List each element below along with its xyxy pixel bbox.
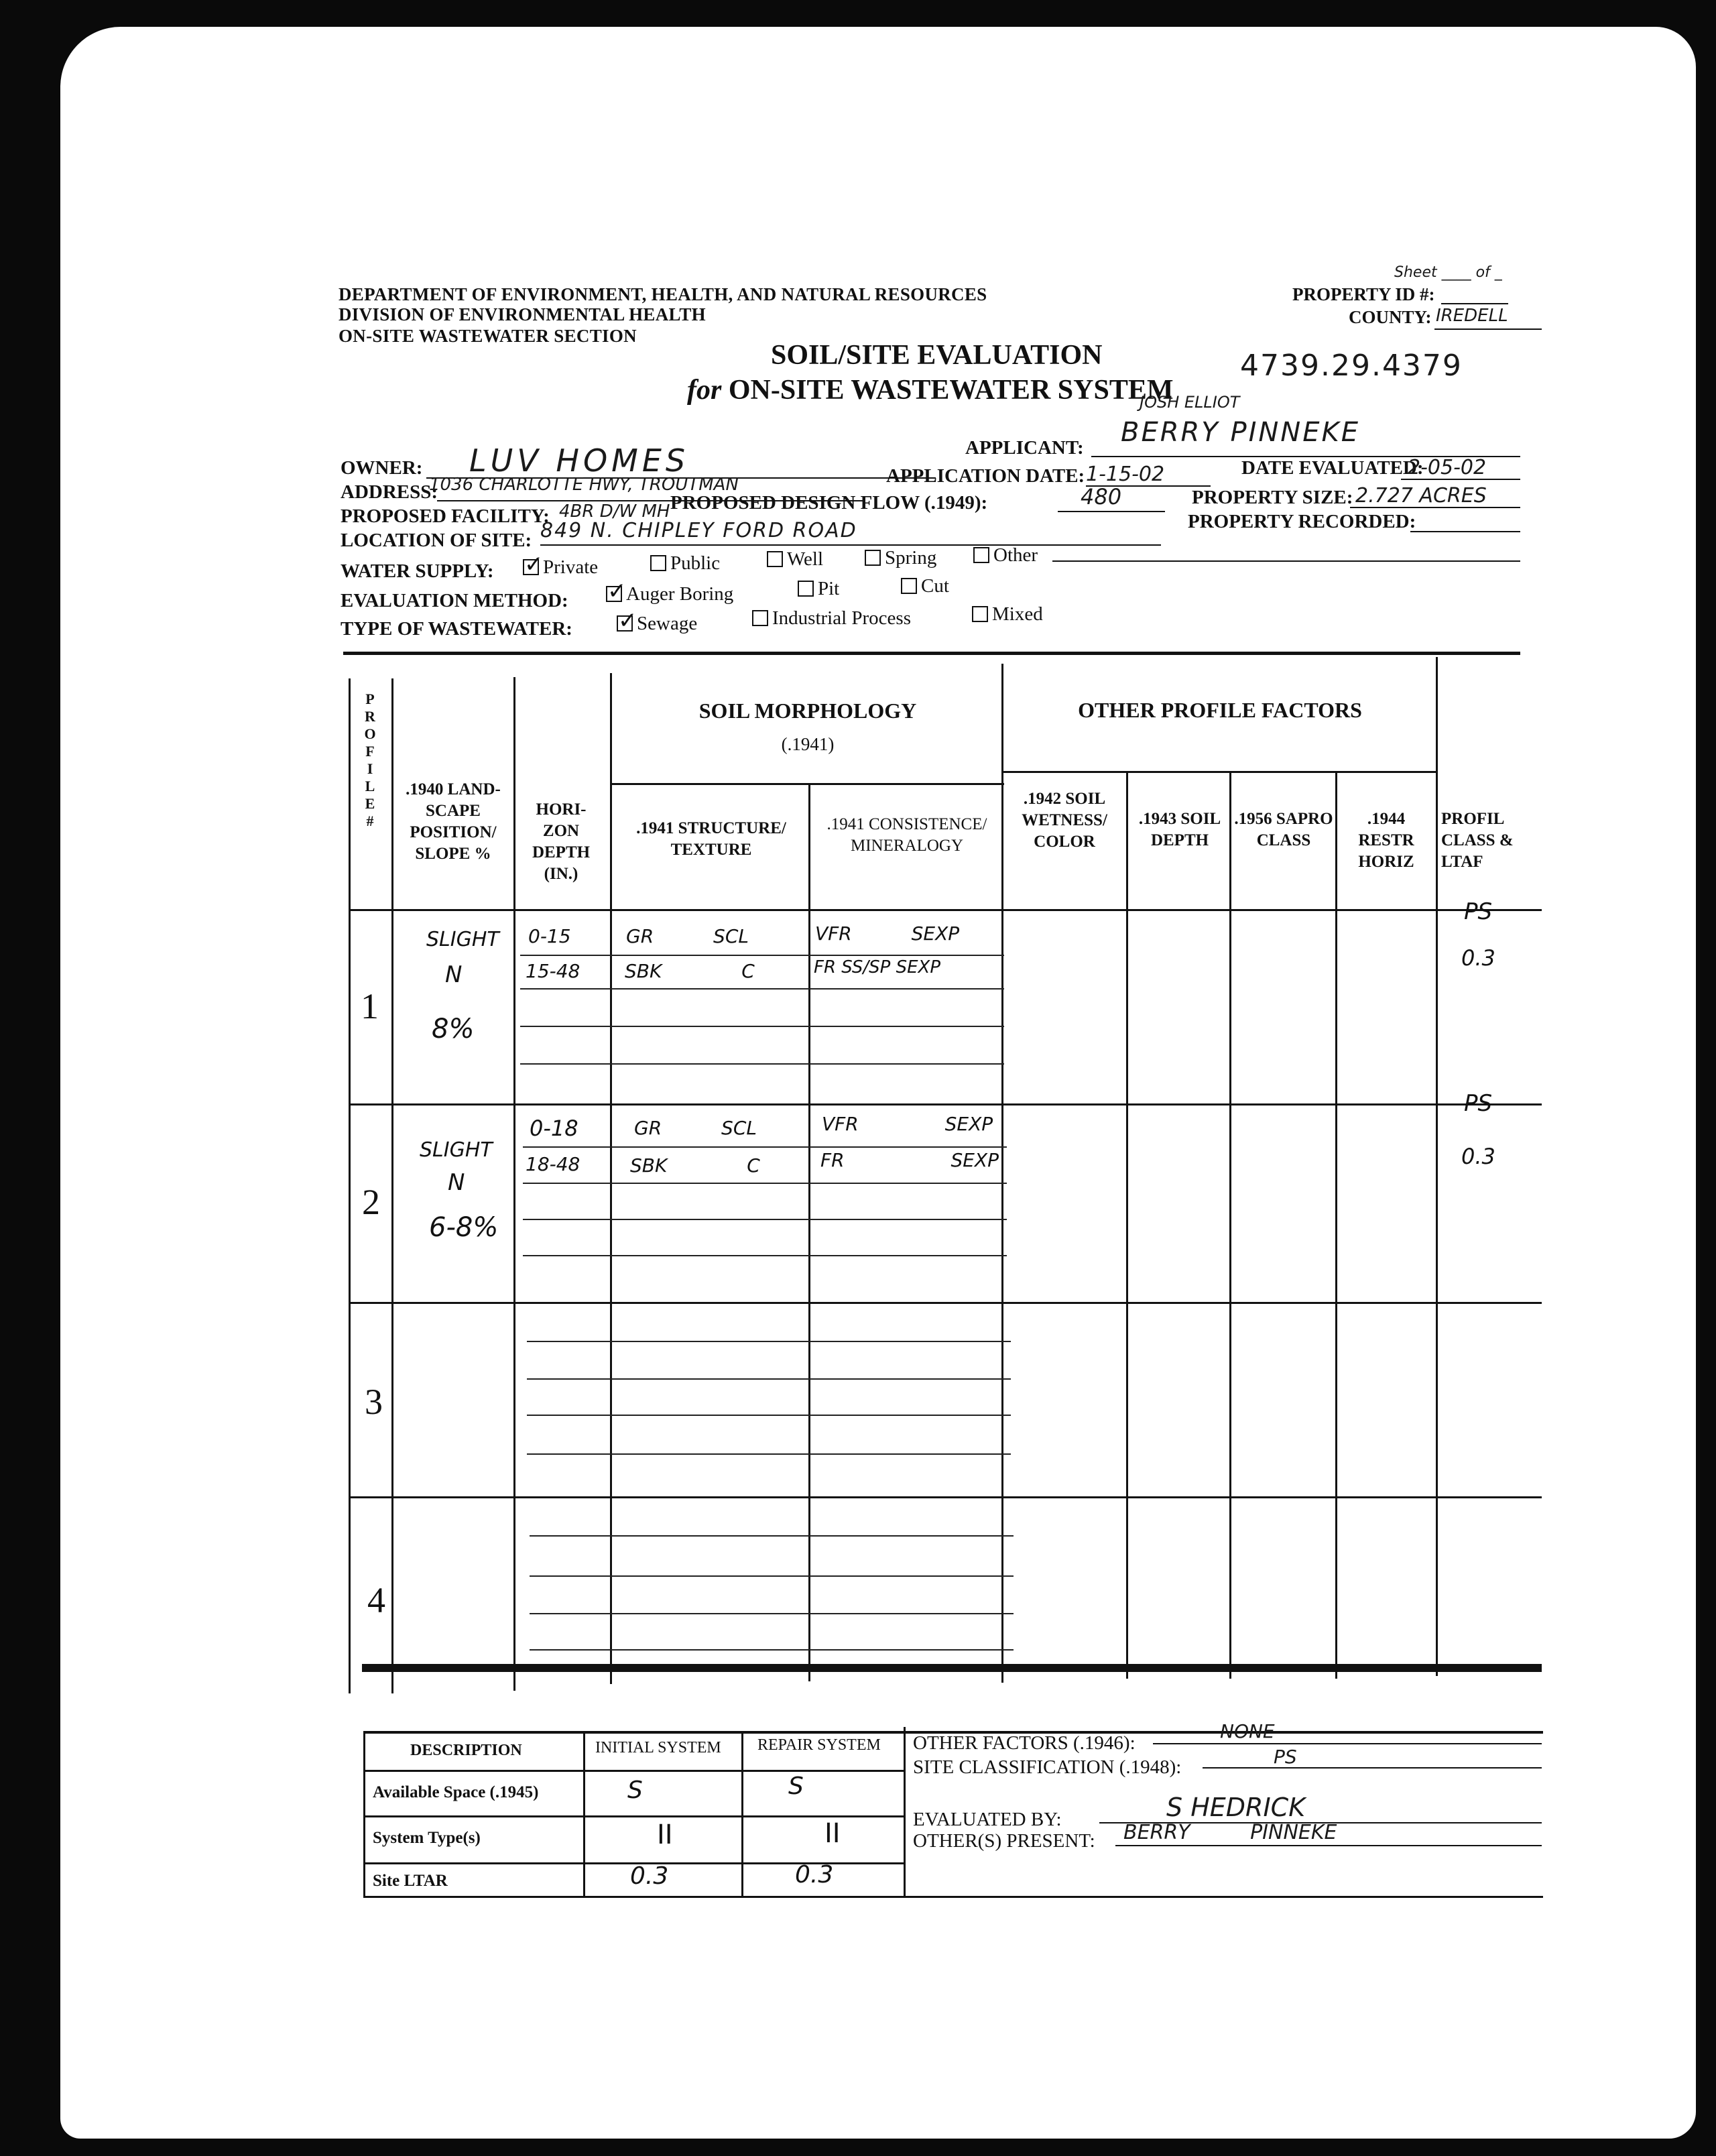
wastewater-mixed-option[interactable]: Mixed	[972, 603, 1043, 625]
others-present-label: OTHER(S) PRESENT:	[913, 1830, 1095, 1852]
landscape-value: N	[448, 1169, 465, 1196]
water-private-option[interactable]: ✓ Private	[523, 556, 598, 579]
structure-value: SBK C	[625, 960, 755, 982]
sheet-label: Sheet ____ of _	[1394, 264, 1502, 281]
location-value: 849 N. CHIPLEY FORD ROAD	[540, 519, 857, 542]
profile-number: 3	[365, 1382, 383, 1422]
landscape-value: SLIGHT	[420, 1138, 493, 1162]
evaluation-method-label: EVALUATION METHOD:	[341, 590, 568, 611]
system-type-initial: II	[657, 1819, 673, 1850]
description-header: DESCRIPTION	[410, 1742, 522, 1759]
soil-morphology-header: SOIL MORPHOLOGY	[698, 699, 917, 723]
owner-value: LUV HOMES	[469, 442, 690, 479]
private-checkbox[interactable]	[523, 559, 539, 575]
method-auger-option[interactable]: ✓ Auger Boring	[606, 583, 733, 605]
proposed-facility-label: PROPOSED FACILITY:	[341, 505, 550, 527]
application-date-label: APPLICATION DATE:	[886, 465, 1085, 487]
applicant-label: APPLICANT:	[965, 437, 1084, 459]
auger-checkbox[interactable]	[606, 586, 622, 602]
wastewater-label: TYPE OF WASTEWATER:	[341, 618, 572, 640]
water-spring-option[interactable]: Spring	[865, 547, 936, 569]
public-checkbox[interactable]	[650, 555, 666, 571]
county-value: IREDELL	[1436, 306, 1508, 326]
profile-ltar-value: 0.3	[1461, 1144, 1495, 1169]
property-number: 4739.29.4379	[1240, 349, 1463, 383]
site-ltar-repair: 0.3	[795, 1861, 834, 1889]
soil-depth-header: .1943 SOIL DEPTH	[1138, 810, 1221, 849]
horizon-header: HORI- ZON DEPTH (IN.)	[532, 800, 591, 883]
wastewater-industrial-option[interactable]: Industrial Process	[752, 607, 911, 630]
system-type-repair: II	[824, 1818, 841, 1849]
profile-header: P R O F I L E #	[364, 691, 376, 829]
owner-label: OWNER:	[341, 457, 423, 479]
property-size-value: 2.727 ACRES	[1355, 484, 1487, 507]
spring-checkbox[interactable]	[865, 550, 881, 566]
water-well-option[interactable]: Well	[767, 548, 823, 571]
other-factors-label: OTHER FACTORS (.1946):	[913, 1732, 1136, 1754]
site-classification-value: PS	[1274, 1746, 1297, 1768]
water-supply-label: WATER SUPPLY:	[341, 560, 494, 582]
site-ltar-label: Site LTAR	[373, 1872, 448, 1890]
depth-value: 18-48	[526, 1153, 580, 1175]
dept-line2: DIVISION OF ENVIRONMENTAL HEALTH	[339, 304, 706, 324]
well-checkbox[interactable]	[767, 551, 783, 567]
property-id-label: PROPERTY ID #:	[1292, 284, 1435, 304]
application-date-value: 1-15-02	[1086, 463, 1165, 486]
method-pit-option[interactable]: Pit	[798, 578, 839, 600]
form-subtitle: for ON-SITE WASTEWATER SYSTEM	[687, 375, 1174, 406]
consistence-value: VFR SEXP	[815, 922, 960, 945]
proposed-facility-value: 4BR D/W MH	[559, 501, 670, 522]
repair-system-header: REPAIR SYSTEM	[757, 1736, 881, 1754]
profile-ltar-value: 0.3	[1461, 945, 1495, 971]
landscape-value: SLIGHT	[426, 928, 499, 951]
depth-value: 0-15	[528, 925, 571, 947]
date-evaluated-value: 2-05-02	[1408, 456, 1487, 479]
consistence-value: FR SEXP	[820, 1149, 999, 1171]
property-size-label: PROPERTY SIZE:	[1192, 487, 1353, 508]
landscape-value: N	[445, 961, 463, 988]
structure-header: .1941 STRUCTURE/ TEXTURE	[636, 819, 786, 859]
applicant-value: BERRY PINNEKE	[1121, 417, 1360, 448]
landscape-value: 8%	[432, 1014, 475, 1044]
structure-value: GR SCL	[634, 1117, 757, 1139]
landscape-value: 6-8%	[429, 1212, 499, 1243]
water-public-option[interactable]: Public	[650, 552, 720, 575]
profile-class-header: PROFIL CLASS & LTAF	[1441, 810, 1514, 871]
dept-line1: DEPARTMENT OF ENVIRONMENT, HEALTH, AND NATURAL RESOURCES	[339, 284, 987, 304]
other-factors-value: NONE	[1220, 1720, 1275, 1742]
form-title: SOIL/SITE EVALUATION	[771, 340, 1103, 371]
available-space-repair: S	[788, 1773, 804, 1800]
consistence-value: FR SS/SP SEXP	[814, 957, 940, 977]
design-flow-label: PROPOSED DESIGN FLOW (.1949):	[670, 492, 988, 514]
structure-value: SBK C	[630, 1154, 760, 1177]
address-label: ADDRESS:	[341, 481, 438, 503]
available-space-initial: S	[627, 1777, 643, 1804]
initial-system-header: INITIAL SYSTEM	[595, 1739, 721, 1756]
address-value: 1036 CHARLOTTE HWY, TROUTMAN	[429, 475, 739, 495]
county-label: COUNTY:	[1349, 307, 1432, 327]
others-present-value: BERRY PINNEKE	[1123, 1821, 1337, 1844]
evaluated-by-label: EVALUATED BY:	[913, 1809, 1062, 1830]
landscape-header: .1940 LAND- SCAPE POSITION/ SLOPE %	[406, 780, 501, 863]
evaluated-by-value: S HEDRICK	[1166, 1793, 1306, 1822]
pit-checkbox[interactable]	[798, 581, 814, 597]
profile-number: 2	[362, 1182, 380, 1222]
property-recorded-label: PROPERTY RECORDED:	[1188, 511, 1416, 532]
mixed-checkbox[interactable]	[972, 606, 988, 622]
cut-checkbox[interactable]	[901, 578, 917, 594]
method-cut-option[interactable]: Cut	[901, 575, 949, 597]
other-factors-header: OTHER PROFILE FACTORS	[1078, 698, 1362, 722]
sewage-checkbox[interactable]	[617, 615, 633, 632]
profile-class-value: PS	[1464, 1090, 1493, 1117]
consistence-header: .1941 CONSISTENCE/ MINERALOGY	[826, 815, 987, 855]
other-checkbox[interactable]	[973, 547, 989, 563]
wastewater-sewage-option[interactable]: ✓ Sewage	[617, 613, 697, 635]
water-other-option[interactable]: Other	[973, 544, 1038, 566]
industrial-checkbox[interactable]	[752, 610, 768, 626]
site-classification-label: SITE CLASSIFICATION (.1948):	[913, 1756, 1182, 1778]
design-flow-value: 480	[1081, 484, 1122, 510]
available-space-label: Available Space (.1945)	[373, 1783, 539, 1801]
site-ltar-initial: 0.3	[630, 1862, 669, 1890]
dept-line3: ON-SITE WASTEWATER SECTION	[339, 326, 637, 346]
profile-number: 1	[361, 986, 379, 1026]
system-type-label: System Type(s)	[373, 1829, 481, 1847]
profile-number: 4	[367, 1580, 385, 1620]
profile-class-value: PS	[1464, 898, 1493, 925]
location-label: LOCATION OF SITE:	[341, 530, 532, 551]
restr-header: .1944 RESTR HORIZ	[1358, 810, 1414, 871]
wetness-header: .1942 SOIL WETNESS/ COLOR	[1022, 790, 1107, 851]
depth-value: 0-18	[530, 1116, 578, 1141]
sapro-header: .1956 SAPRO CLASS	[1234, 810, 1333, 849]
depth-value: 15-48	[526, 960, 580, 982]
soil-morphology-subheader: (.1941)	[781, 734, 835, 754]
structure-value: GR SCL	[626, 925, 749, 947]
applicant-note: JOSH ELLIOT	[1140, 393, 1240, 412]
date-evaluated-label: DATE EVALUATED:	[1241, 457, 1424, 479]
consistence-value: VFR SEXP	[822, 1113, 993, 1135]
